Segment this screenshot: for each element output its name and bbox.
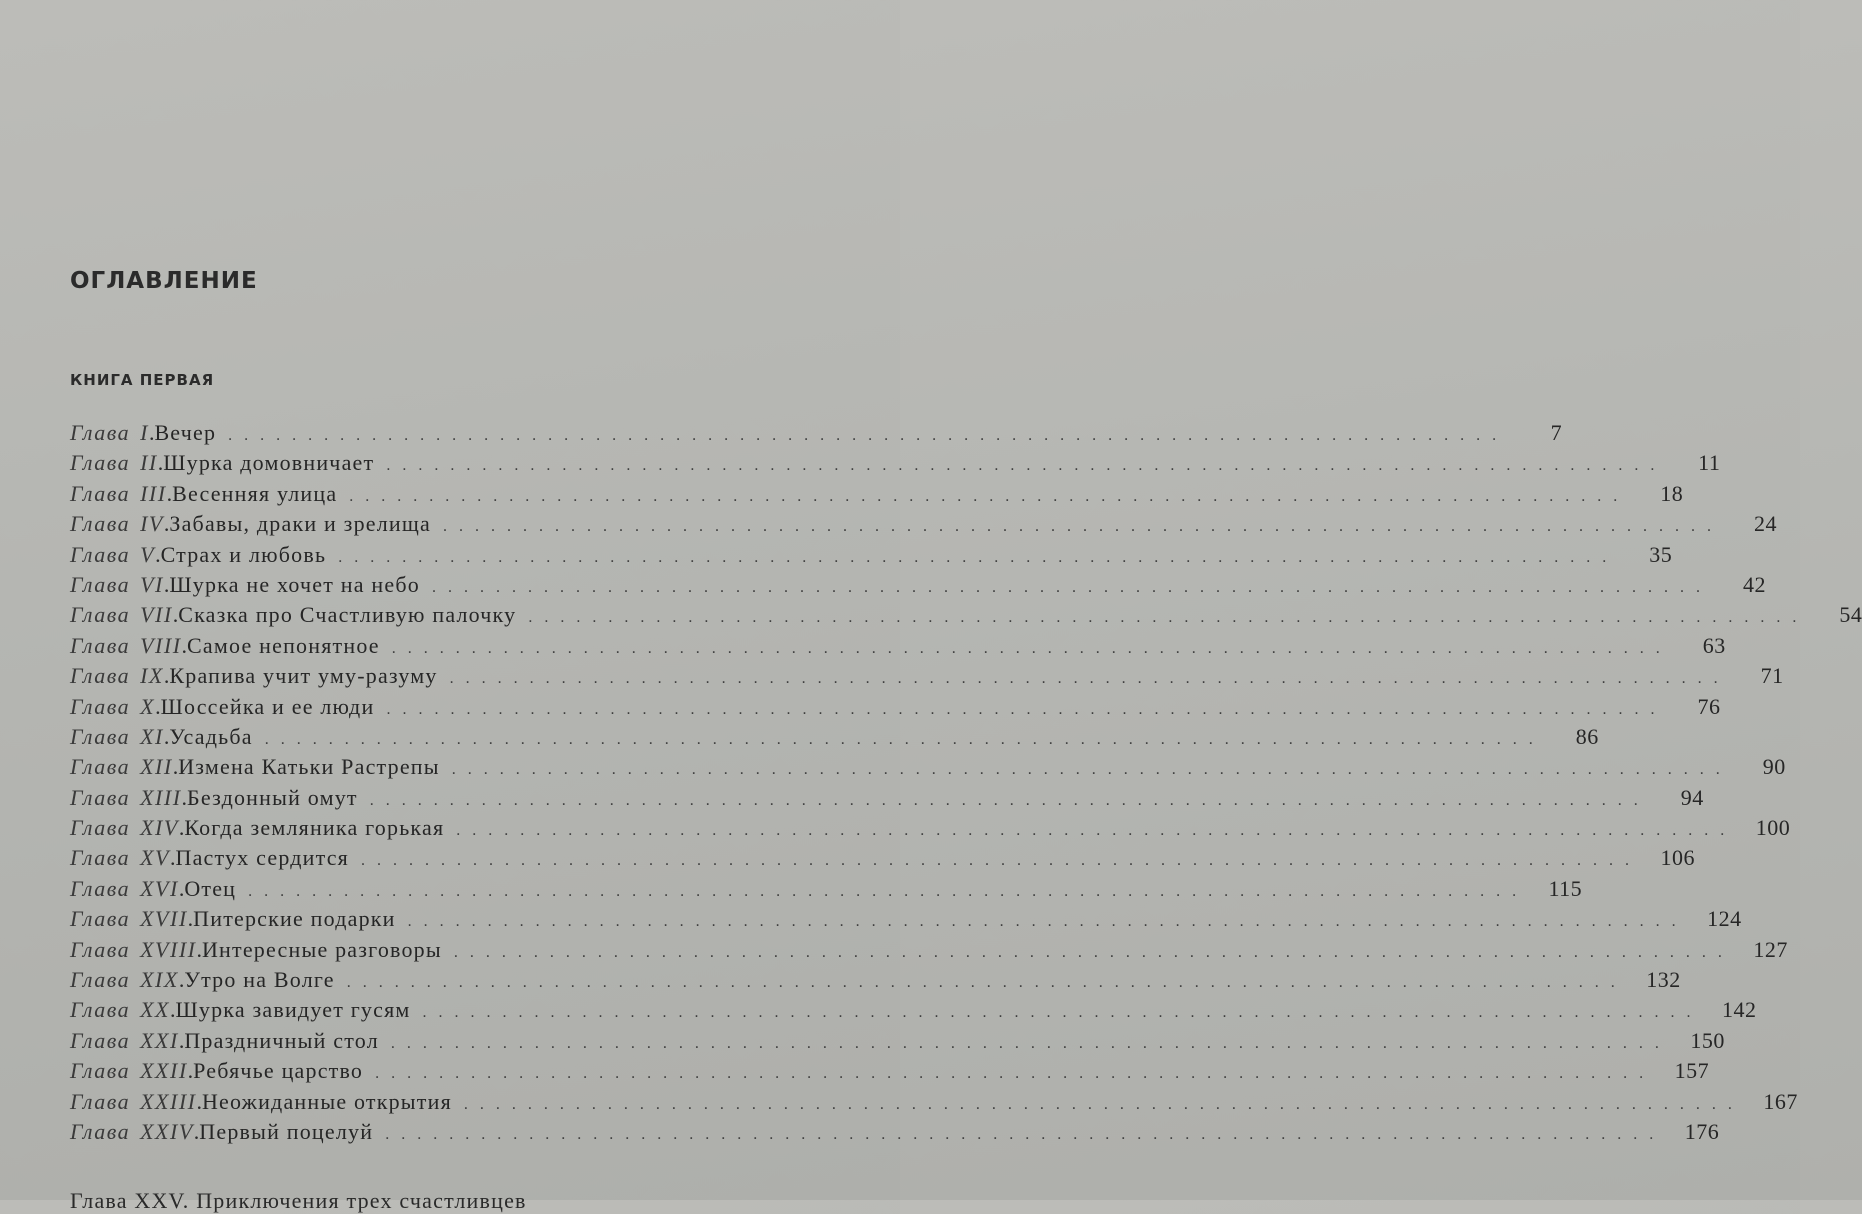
dot-leader: ................................................................................ — [407, 913, 1688, 931]
page-number: 42 — [1742, 571, 1766, 597]
chapter-numeral: XXII — [140, 1058, 188, 1084]
chapter-word: Глава — [70, 906, 131, 932]
chapter-numeral: XII — [140, 754, 173, 780]
chapter-prefix — [70, 1056, 188, 1086]
chapter-title: Пастух сердится — [175, 845, 349, 871]
chapter-prefix — [70, 965, 179, 995]
toc-entry — [70, 965, 1681, 995]
chapter-numeral: XX — [140, 997, 170, 1023]
toc-entry — [70, 722, 1599, 752]
chapter-title: Страх и любовь — [160, 541, 327, 567]
chapter-word: Глава — [70, 663, 131, 689]
chapter-numeral: VII — [140, 602, 173, 628]
toc-entry-partial: Глава XXV. Приключения трех счастливцев — [70, 1188, 527, 1213]
chapter-prefix — [70, 692, 155, 722]
chapter-numeral: XXIII — [140, 1088, 197, 1114]
chapter-separator: . — [157, 450, 164, 476]
dot-leader: ................................................................................ — [228, 427, 1509, 444]
chapter-word: Глава — [70, 632, 131, 658]
chapter-prefix — [70, 843, 170, 873]
chapter-title: Забавы, драки и зрелища — [169, 511, 431, 537]
chapter-separator: . — [181, 784, 188, 810]
chapter-prefix — [70, 600, 173, 630]
chapter-numeral: IX — [140, 663, 164, 689]
chapter-numeral: II — [140, 450, 158, 476]
page-number: 86 — [1575, 723, 1599, 749]
chapter-numeral: I — [140, 420, 149, 445]
chapter-prefix — [70, 1026, 179, 1056]
chapter-separator: . — [172, 754, 179, 780]
chapter-numeral: XVI — [140, 875, 179, 901]
page-number: 132 — [1646, 967, 1681, 993]
toc-entry — [70, 813, 1791, 843]
chapter-separator: . — [170, 845, 176, 871]
chapter-numeral: XVII — [140, 906, 188, 932]
chapter-title: Весенняя улица — [172, 480, 338, 506]
page-number: 35 — [1649, 541, 1673, 567]
toc-entry — [70, 600, 1862, 630]
page-number: 54 — [1839, 602, 1862, 628]
chapter-separator: . — [178, 967, 185, 993]
toc-entry — [70, 1117, 1720, 1147]
page-number: 90 — [1762, 754, 1786, 780]
page-number: 94 — [1680, 784, 1704, 810]
chapter-word: Глава — [70, 784, 131, 810]
chapter-prefix — [70, 631, 182, 661]
dot-leader: ................................................................................ — [451, 761, 1732, 779]
chapter-separator: . — [148, 420, 155, 445]
chapter-title: Интересные разговоры — [201, 936, 442, 962]
dot-leader: ................................................................................ — [463, 1095, 1744, 1113]
chapter-prefix — [70, 722, 164, 752]
chapter-prefix — [70, 904, 188, 934]
chapter-separator: . — [172, 602, 179, 628]
chapter-prefix — [70, 540, 155, 570]
toc-entry — [70, 783, 1704, 813]
page-number: 115 — [1548, 875, 1583, 901]
chapter-title: Неожиданные открытия — [201, 1088, 452, 1114]
chapter-title: Первый поцелуй — [199, 1118, 374, 1144]
chapter-numeral: V — [140, 541, 156, 567]
chapter-word: Глава — [70, 1027, 131, 1053]
chapter-title: Самое непонятное — [187, 632, 380, 658]
chapter-title: Крапива учит уму-разуму — [169, 663, 438, 689]
toc-entry — [70, 935, 1788, 965]
chapter-prefix — [70, 935, 196, 965]
chapter-separator: . — [196, 936, 202, 962]
chapter-separator: . — [178, 875, 185, 901]
chapter-separator: . — [170, 997, 176, 1023]
page-number: 18 — [1660, 480, 1684, 506]
page-number: 11 — [1698, 450, 1721, 476]
chapter-word: Глава — [70, 936, 131, 962]
chapter-prefix — [70, 479, 167, 509]
dot-leader: ................................................................................ — [390, 1034, 1671, 1052]
dot-leader: ................................................................................ — [422, 1004, 1703, 1022]
chapter-numeral: X — [140, 693, 156, 719]
chapter-word: Глава — [70, 815, 131, 841]
page-number: 150 — [1690, 1027, 1725, 1053]
dot-leader: ................................................................................ — [386, 457, 1667, 475]
chapter-word: Глава — [70, 541, 131, 567]
chapter-word: Глава — [70, 1088, 131, 1114]
chapter-word: Глава — [70, 602, 131, 628]
dot-leader: ................................................................................ — [456, 822, 1737, 840]
chapter-numeral: XIII — [140, 784, 182, 810]
dot-leader: ................................................................................ — [248, 882, 1529, 900]
dot-leader: ................................................................................ — [431, 578, 1712, 596]
chapter-numeral: XV — [140, 845, 170, 871]
chapter-title: Праздничный стол — [184, 1027, 379, 1053]
toc-entry — [70, 1087, 1798, 1117]
dot-leader: ................................................................................ — [369, 791, 1650, 809]
page-number: 100 — [1755, 815, 1791, 841]
dot-leader: ................................................................................ — [338, 548, 1619, 566]
chapter-title: Сказка про Счастливую палочку — [178, 602, 517, 628]
chapter-numeral: VI — [140, 571, 164, 597]
dot-leader: ................................................................................ — [385, 1125, 1666, 1143]
dot-leader: ................................................................................ — [528, 609, 1809, 627]
dot-leader: ................................................................................ — [453, 943, 1734, 961]
chapter-numeral: VIII — [140, 632, 182, 658]
toc-entry — [70, 479, 1684, 509]
dot-leader: ................................................................................ — [443, 518, 1723, 536]
chapter-title: Когда земляника горькая — [184, 815, 445, 841]
toc-entry — [70, 418, 1563, 448]
chapter-separator: . — [163, 663, 170, 689]
toc-entry — [70, 631, 1726, 661]
chapter-word: Глава — [70, 450, 131, 476]
page-number: 176 — [1684, 1118, 1720, 1144]
chapter-separator: . — [155, 693, 161, 719]
dot-leader: ................................................................................ — [391, 639, 1672, 657]
toc-entry — [70, 540, 1673, 570]
toc-list — [70, 418, 1862, 1147]
chapter-prefix — [70, 813, 179, 843]
chapter-title: Шурка завидует гусям — [175, 997, 411, 1023]
chapter-numeral: III — [140, 480, 167, 506]
chapter-prefix — [70, 874, 179, 904]
chapter-word: Глава — [70, 693, 131, 719]
chapter-word: Глава — [70, 723, 131, 749]
toc-entry — [70, 874, 1583, 904]
chapter-word: Глава — [70, 754, 131, 780]
chapter-numeral: XIX — [140, 967, 179, 993]
chapter-word: Глава — [70, 967, 131, 993]
chapter-prefix — [70, 1087, 196, 1117]
chapter-separator: . — [193, 1118, 200, 1144]
chapter-word: Глава — [70, 511, 131, 537]
page-number: 124 — [1707, 906, 1742, 932]
chapter-title: Измена Катьки Растрепы — [178, 754, 440, 780]
chapter-numeral: XVIII — [140, 936, 197, 962]
toc-entry — [70, 570, 1766, 600]
page-number: 167 — [1763, 1088, 1798, 1114]
chapter-numeral: IV — [140, 511, 164, 537]
page-number: 127 — [1753, 936, 1788, 962]
chapter-title: Утро на Волге — [184, 967, 335, 993]
chapter-word: Глава — [70, 420, 131, 445]
chapter-separator: . — [178, 815, 185, 841]
page-number: 63 — [1702, 632, 1726, 658]
toc-entry — [70, 1026, 1725, 1056]
toc-entry — [70, 995, 1757, 1025]
dot-leader: ................................................................................ — [375, 1065, 1656, 1083]
dot-leader: ................................................................................ — [264, 730, 1545, 748]
chapter-title: Шурка домовничает — [163, 450, 375, 476]
toc-entry — [70, 661, 1784, 691]
chapter-title: Усадьба — [169, 723, 253, 749]
page-number: 142 — [1722, 997, 1757, 1023]
chapter-numeral: XIV — [140, 815, 179, 841]
chapter-word: Глава — [70, 1058, 131, 1084]
chapter-prefix — [70, 448, 158, 478]
chapter-word: Глава — [70, 997, 131, 1023]
chapter-title: Вечер — [154, 420, 217, 445]
chapter-title: Питерские подарки — [193, 906, 396, 932]
page-number: 76 — [1697, 693, 1721, 719]
dot-leader: ................................................................................ — [360, 852, 1641, 870]
chapter-prefix — [70, 418, 149, 448]
page-number: 71 — [1760, 663, 1784, 689]
chapter-separator: . — [181, 632, 188, 658]
chapter-title: Шурка не хочет на небо — [169, 571, 420, 597]
dot-leader: ................................................................................ — [386, 700, 1667, 718]
chapter-title: Отец — [184, 875, 237, 901]
page-number: 106 — [1660, 845, 1695, 871]
toc-entry — [70, 509, 1777, 539]
book-heading: КНИГА ПЕРВАЯ — [70, 371, 215, 389]
chapter-word: Глава — [70, 875, 131, 901]
page-number: 24 — [1754, 511, 1777, 537]
chapter-word: Глава — [70, 845, 131, 871]
page-number: 157 — [1674, 1058, 1710, 1084]
chapter-separator: . — [187, 906, 194, 932]
toc-entry — [70, 1056, 1710, 1086]
chapter-separator: . — [178, 1027, 185, 1053]
chapter-numeral: XI — [140, 723, 164, 749]
chapter-separator: . — [163, 511, 170, 537]
chapter-title: Бездонный омут — [187, 784, 358, 810]
chapter-separator: . — [163, 723, 170, 749]
chapter-prefix — [70, 1117, 194, 1147]
chapter-separator: . — [166, 480, 173, 506]
chapter-prefix — [70, 570, 164, 600]
chapter-separator: . — [196, 1088, 202, 1114]
chapter-prefix — [70, 752, 173, 782]
toc-title: ОГЛАВЛЕНИЕ — [70, 268, 258, 294]
chapter-prefix — [70, 783, 182, 813]
chapter-prefix — [70, 509, 164, 539]
chapter-separator: . — [187, 1058, 194, 1084]
dot-leader: ................................................................................ — [346, 974, 1627, 992]
chapter-prefix — [70, 661, 164, 691]
chapter-title: Шоссейка и ее люди — [160, 693, 375, 719]
chapter-separator: . — [155, 541, 161, 567]
toc-entry — [70, 448, 1721, 478]
toc-entry — [70, 904, 1742, 934]
toc-entry — [70, 692, 1721, 722]
dot-leader: ................................................................................ — [449, 670, 1730, 688]
dot-leader: ................................................................................ — [349, 487, 1630, 505]
chapter-numeral: XXIV — [140, 1118, 194, 1144]
chapter-word: Глава — [70, 571, 131, 597]
chapter-word: Глава — [70, 480, 131, 506]
chapter-word: Глава — [70, 1118, 131, 1144]
toc-entry — [70, 752, 1786, 782]
chapter-title: Ребячье царство — [193, 1058, 364, 1084]
toc-entry — [70, 843, 1695, 873]
chapter-numeral: XXI — [140, 1027, 179, 1053]
chapter-separator: . — [163, 571, 170, 597]
page-number: 7 — [1550, 420, 1563, 445]
chapter-prefix — [70, 995, 170, 1025]
